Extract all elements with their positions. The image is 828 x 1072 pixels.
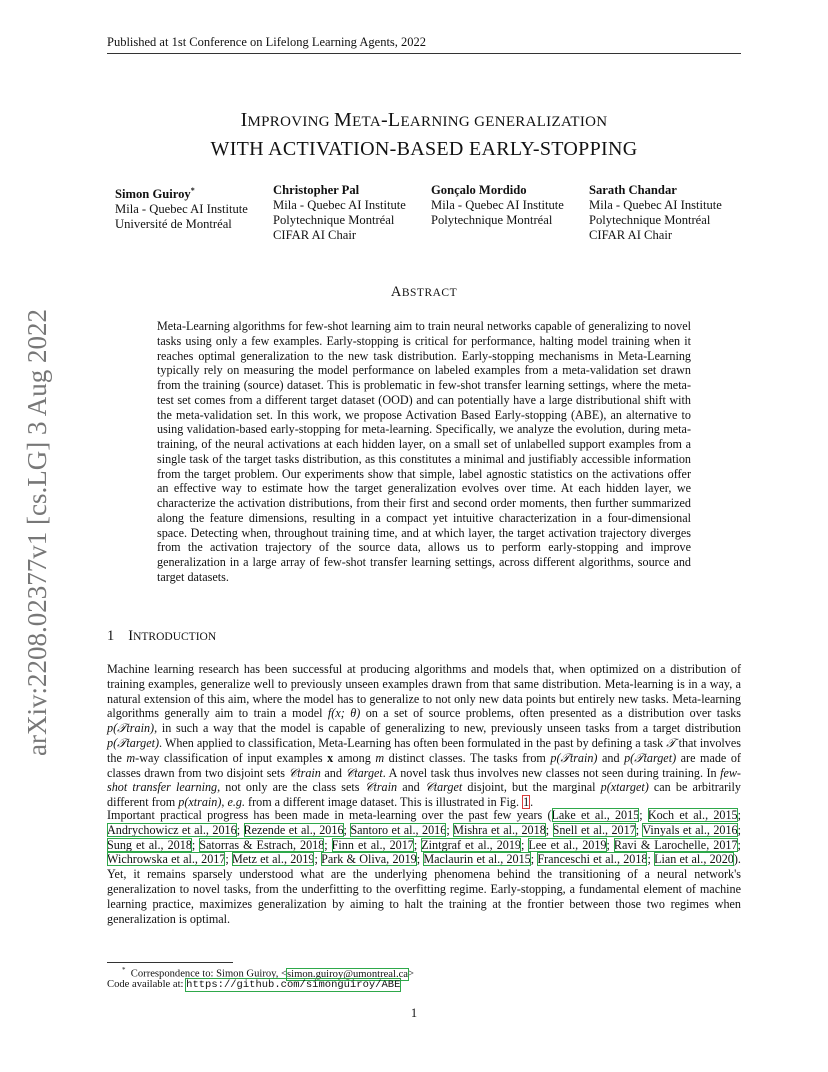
footnote-code: Code available at: https://github.com/simonguiroy/ABE	[107, 979, 401, 991]
citation-link[interactable]: Lake et al., 2015	[551, 808, 640, 822]
author-block	[273, 183, 431, 243]
citation-link[interactable]: Ravi & Larochelle, 2017	[613, 837, 738, 852]
author-affiliation: Mila - Quebec AI Institute	[589, 198, 722, 212]
email-link[interactable]: simon.guiroy@umontreal.ca	[287, 968, 408, 980]
author-affiliation: Polytechnique Montréal	[431, 213, 553, 227]
author-list	[115, 183, 755, 243]
footnote-correspondence: * Correspondence to: Simon Guiroy, <simon.guiroy@umontreal.ca>	[122, 966, 414, 980]
author-affiliation: Polytechnique Montréal	[273, 213, 395, 227]
author-name: Christopher Pal	[273, 183, 360, 197]
figure-reference-link[interactable]: 1	[523, 795, 530, 810]
author-name: Gonçalo Mordido	[431, 183, 527, 197]
citation-link[interactable]: Lian et al., 2020	[654, 852, 734, 867]
author-affiliation: CIFAR AI Chair	[589, 228, 673, 242]
intro-paragraph-2: Important practical progress has been made in meta-learning over the past few years (Lake et al., 2015; Koch et al., 2015; Andrychowicz et al., 2016; Rezende et al., 2016; Santoro et al., 2016; Mishra et al., 2018; Snell et al., 2017; Vinyals et al., 2016; Sung et al., 2018; Satorras & Estrach, 2018; Finn et al., 2017; Zintgraf et al., 2019; Lee et al., 2019; Ravi & Larochelle, 2017; Wichrowska et al., 2017; Metz et al., 2019; Park & Oliva, 2019; Maclaurin et al., 2015; Franceschi et al., 2018; Lian et al., 2020). Yet, it remains sparsely understood what are the underlying phenomena behind the transitioning of a neural network's generalization to novel tasks, from the underfitting to the overfitting regime. Early-stopping, a fundamental element of machine learning practice, maximizes generalization by aiming to halt the training at the frontier between those two regimes when generalization is optimal.	[107, 808, 741, 926]
citation-list: Lake et al., 2015; Koch et al., 2015; Andrychowicz et al., 2016; Rezende et al., 2016; Santoro et al., 2016; Mishra et al., 2018; Snell et al., 2017; Vinyals et al., 2016; Sung et al., 2018; Satorras & Estrach, 2018; Finn et al., 2017; Zintgraf et al., 2019; Lee et al., 2019; Ravi & Larochelle, 2017; Wichrowska et al., 2017; Metz et al., 2019; Park & Oliva, 2019; Maclaurin et al., 2015; Franceschi et al., 2018; Lian et al., 2020	[107, 808, 741, 867]
citation-link[interactable]: Vinyals et al., 2016	[642, 822, 738, 837]
citation-link[interactable]: Satorras & Estrach, 2018	[199, 837, 325, 852]
citation-link[interactable]: Maclaurin et al., 2015	[423, 852, 531, 867]
author-affiliation: Mila - Quebec AI Institute	[431, 198, 564, 212]
citation-link[interactable]: Mishra et al., 2018	[453, 822, 546, 837]
author-block	[431, 183, 589, 243]
citation-link[interactable]: Park & Oliva, 2019	[321, 852, 417, 867]
intro-paragraph-1: Machine learning research has been successful at producing algorithms and models that, when optimized on a distribution of training examples, generalize well to previously unseen examples drawn from that same distribution. Meta-learning is in a way, a natural extension of this aim, where the model has to generalize to not only new data points but entirely new tasks. Meta-learning algorithms generally aim to train a model f(x; θ) on a set of source problems, often presented as a distribution over tasks p(𝒯train), in such a way that the model is capable of generalizing to new, previously unseen tasks from a target distribution p(𝒯target). When applied to classification, Meta-Learning has often been formulated in the past by defining a task 𝒯 that involves the m-way classification of input examples x among m distinct classes. The tasks from p(𝒯train) and p(𝒯target) are made of classes drawn from two disjoint sets 𝒞train and 𝒞target. A novel task thus involves new classes not seen during training. In few-shot transfer learning, not only are the class sets 𝒞train and 𝒞target disjoint, but the marginal p(xtarget) can be arbitrarily different from p(xtrain), e.g. from a different image dataset. This is illustrated in Fig. 1.	[107, 662, 741, 810]
citation-link[interactable]: Wichrowska et al., 2017	[107, 852, 226, 867]
author-affiliation: Mila - Quebec AI Institute	[273, 198, 406, 212]
citation-link[interactable]: Sung et al., 2018	[107, 837, 192, 852]
paper-title-line-1: IMPROVING META-LEARNING GENERALIZATION	[240, 109, 608, 131]
citation-link[interactable]: Franceschi et al., 2018	[537, 852, 648, 867]
citation-link[interactable]: Metz et al., 2019	[232, 852, 315, 867]
abstract-text: Meta-Learning algorithms for few-shot learning aim to train neural networks capable of generalizing to novel tasks using only a few examples. Early-stopping is critical for performance, halting model training when it reaches optimal generalization to the new task distribution. Early-stopping mechanisms in Meta-Learning typically rely on measuring the model performance on labeled examples from a meta-validation set drawn from the training (source) dataset. This is problematic in few-shot transfer learning settings, where the meta-test set comes from a different target dataset (OOD) and can potentially have a large distributional shift with the meta-validation set. In this work, we propose Activation Based Early-stopping (ABE), an alternative to using validation-based early-stopping for meta-learning. Specifically, we analyze the evolution, during meta-training, of the neural activations at each hidden layer, on a small set of unlabelled support examples from a single task of the target tasks distribution, as this constitutes a minimal and justifiably accessible information from the target problem. Our experiments show that simple, label agnostic statistics on the activations offer an effective way to estimate how the target generalization evolves over time. At each hidden layer, we characterize the activation distributions, from their first and second order moments, then further summarized along the feature dimensions, resulting in a compact yet intuitive characterization in a four-dimensional space. Detecting when, throughout training time, and at which layer, the target activation trajectory diverges from the activation trajectory of the source data, allows us to perform early-stopping and improve generalization in a large array of few-shot transfer learning settings, across different algorithms, source and target datasets.	[157, 319, 691, 584]
citation-link[interactable]: Santoro et al., 2016	[350, 822, 447, 837]
author-name: Sarath Chandar	[589, 183, 677, 197]
paper-title-line-2: WITH ACTIVATION-BASED EARLY-STOPPING	[210, 138, 638, 160]
page-number: 1	[410, 1006, 418, 1020]
citation-link[interactable]: Koch et al., 2015	[647, 808, 738, 822]
footnote-rule	[107, 962, 233, 963]
author-block	[589, 183, 747, 243]
citation-link[interactable]: Finn et al., 2017	[331, 837, 414, 852]
citation-link[interactable]: Andrychowicz et al., 2016	[107, 822, 237, 837]
citation-link[interactable]: Rezende et al., 2016	[243, 822, 344, 837]
abstract-heading: ABSTRACT	[390, 284, 458, 300]
author-affiliation: CIFAR AI Chair	[273, 228, 357, 242]
citation-link[interactable]: Snell et al., 2017	[552, 822, 636, 837]
author-affiliation: Université de Montréal	[115, 217, 232, 232]
author-name: Simon Guiroy*	[115, 186, 195, 202]
citation-link[interactable]: Zintgraf et al., 2019	[421, 837, 521, 852]
arxiv-stamp-text: arXiv:2208.02377v1 [cs.LG] 3 Aug 2022	[22, 309, 52, 756]
header-rule	[107, 53, 741, 54]
citation-link[interactable]: Lee et al., 2019	[528, 837, 607, 852]
code-url-link[interactable]: https://github.com/simonguiroy/ABE	[186, 979, 401, 991]
author-affiliation: Mila - Quebec AI Institute	[115, 202, 248, 217]
author-block	[115, 183, 273, 243]
author-affiliation: Polytechnique Montréal	[589, 213, 711, 227]
running-header: Published at 1st Conference on Lifelong Learning Agents, 2022	[107, 35, 427, 49]
section-heading-introduction: 1 INTRODUCTION	[107, 628, 217, 644]
